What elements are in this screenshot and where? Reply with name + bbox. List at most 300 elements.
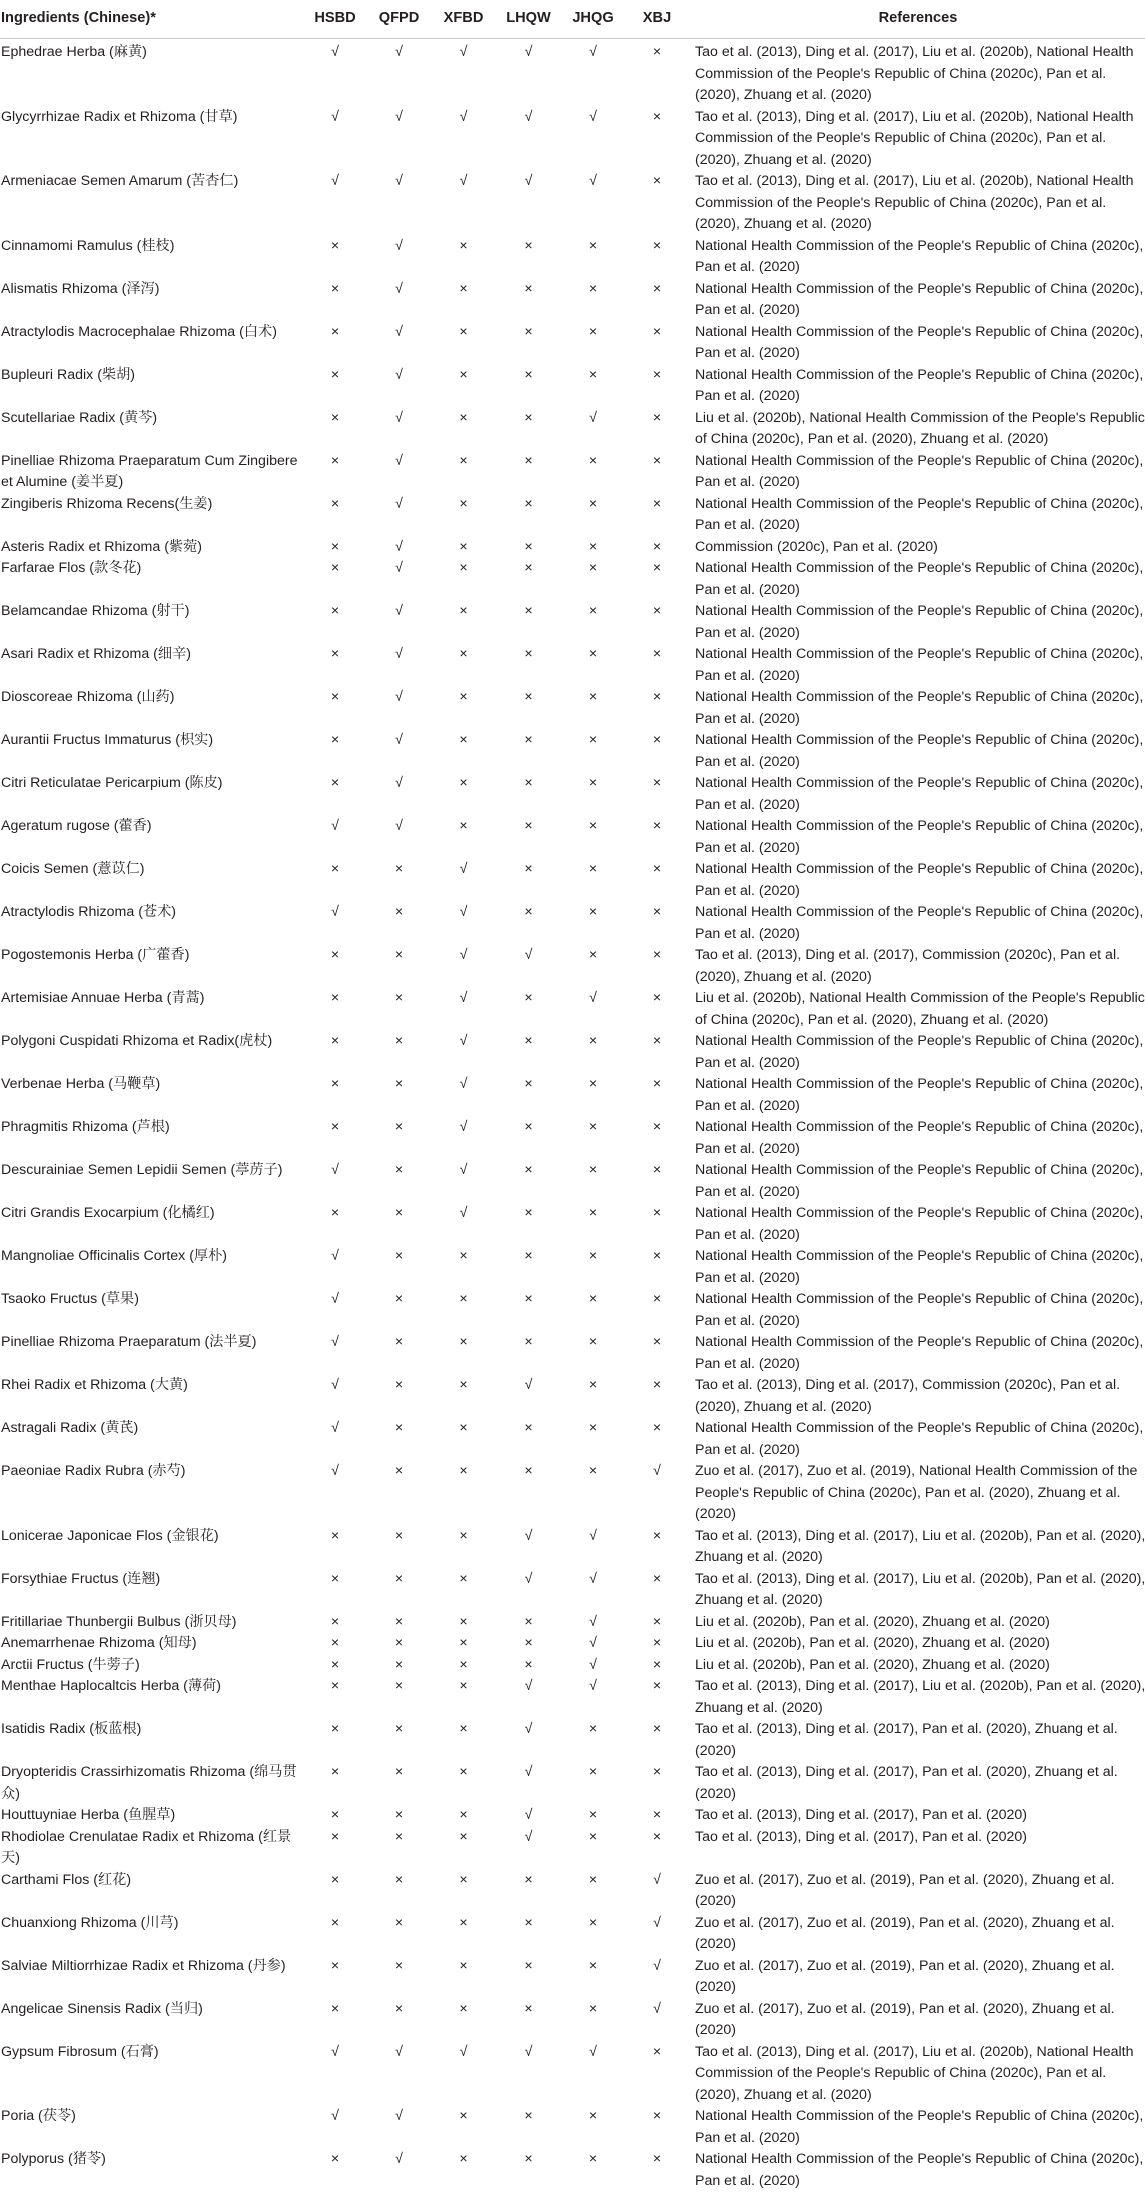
mark-cell-jhqg: √ [589, 1656, 597, 1673]
mark-cell-xfbd: √ [459, 904, 468, 920]
mark-cell-xbj: × [652, 818, 662, 834]
mark-cell-xfbd: × [459, 280, 468, 297]
reference-cell: Tao et al. (2013), Ding et al. (2017), Liu et al. (2020b), National Health Commission of the People's Republic of China (2020c), Pan et al. (2020), Zhuang et al. (2020) [695, 44, 1134, 103]
mark-cell-jhqg: × [588, 538, 598, 555]
reference-cell: National Health Commission of the People's Republic of China (2020c), Pan et al. (2020) [695, 323, 1144, 361]
mark-cell-lhqw: × [524, 861, 533, 877]
reference-cell: National Health Commission of the People's Republic of China (2020c), Pan et al. (2020) [695, 1334, 1144, 1372]
mark-cell-xfbd: × [459, 1291, 468, 1307]
mark-cell-hsbd: × [330, 1914, 340, 1931]
table-row [0, 1612, 1145, 1634]
ingredient-cell: Citri Grandis Exocarpium (化橘红) [1, 1205, 215, 1221]
mark-cell-xbj: × [652, 603, 662, 619]
table-row [0, 322, 1145, 365]
table-row [0, 601, 1145, 644]
mark-cell-hsbd: √ [331, 1377, 339, 1393]
mark-cell-jhqg: × [588, 603, 598, 619]
mark-cell-xfbd: √ [459, 990, 468, 1006]
mark-cell-qfpd: × [394, 1957, 404, 1974]
mark-cell-xfbd: × [459, 1248, 468, 1264]
mark-cell-hsbd: √ [331, 1334, 339, 1350]
reference-cell: Tao et al. (2013), Ding et al. (2017), Liu et al. (2020b), Pan et al. (2020), Zhuang et al. (2020) [695, 1678, 1145, 1716]
mark-cell-hsbd: × [330, 495, 340, 512]
ingredient-cell: Pinelliae Rhizoma Praeparatum Cum Zingibere et Alumine (姜半夏) [1, 452, 298, 490]
mark-cell-xfbd: × [459, 2108, 468, 2124]
mark-cell-lhqw: × [524, 603, 533, 619]
mark-cell-hsbd: × [330, 2151, 340, 2167]
ingredient-cell: Aurantii Fructus Immaturus (枳实) [1, 732, 214, 748]
mark-cell-xfbd: × [459, 1463, 468, 1479]
ingredient-cell: Angelicae Sinensis Radix (当归) [1, 2000, 203, 2017]
mark-cell-hsbd: × [330, 1957, 340, 1974]
reference-cell: National Health Commission of the People's Republic of China (2020c), Pan et al. (2020) [695, 732, 1144, 770]
ingredient-cell: Verbenae Herba (马鞭草) [1, 1076, 161, 1092]
mark-cell-qfpd: × [394, 861, 404, 877]
mark-cell-jhqg: √ [589, 990, 597, 1006]
mark-cell-qfpd: × [394, 1527, 404, 1544]
reference-cell: Zuo et al. (2017), Zuo et al. (2019), Pan et al. (2020), Zhuang et al. (2020) [695, 1957, 1115, 1995]
mark-cell-xfbd: × [459, 1828, 468, 1845]
ingredient-cell: Fritillariae Thunbergii Bulbus (浙贝母) [1, 1613, 237, 1630]
reference-cell: Commission (2020c), Pan et al. (2020) [695, 538, 938, 555]
mark-cell-xfbd: × [459, 237, 468, 254]
reference-cell: Zuo et al. (2017), Zuo et al. (2019), Pan et al. (2020), Zhuang et al. (2020) [695, 1914, 1115, 1952]
mark-cell-jhqg: × [588, 2151, 598, 2167]
mark-cell-xbj: × [652, 560, 662, 576]
mark-cell-lhqw: × [524, 990, 533, 1006]
reference-cell: National Health Commission of the People's Republic of China (2020c), Pan et al. (2020) [695, 237, 1144, 275]
mark-cell-hsbd: × [330, 646, 340, 662]
ingredient-cell: Forsythiae Fructus (连翘) [1, 1570, 161, 1587]
mark-cell-qfpd: × [394, 1205, 404, 1221]
table-row [0, 1805, 1145, 1827]
col-header-ingredients: Ingredients (Chinese)* [0, 0, 303, 39]
mark-cell-xfbd: × [459, 560, 468, 576]
reference-cell: National Health Commission of the People's Republic of China (2020c), Pan et al. (2020) [695, 2151, 1144, 2189]
mark-cell-lhqw: × [524, 452, 533, 469]
mark-cell-qfpd: × [394, 1377, 404, 1393]
ingredient-cell: Dryopteridis Crassirhizomatis Rhizoma (绵马贯众) [1, 1764, 297, 1802]
mark-cell-jhqg: × [588, 1721, 598, 1737]
mark-cell-xbj: × [652, 173, 662, 189]
mark-cell-xbj: × [652, 1635, 662, 1651]
mark-cell-xfbd: √ [459, 947, 468, 963]
ingredient-cell: Farfarae Flos (款冬花) [1, 560, 142, 576]
mark-cell-qfpd: √ [395, 323, 403, 340]
mark-cell-xbj: × [652, 1656, 662, 1673]
ingredient-cell: Armeniacae Semen Amarum (苦杏仁) [1, 173, 239, 189]
mark-cell-hsbd: × [330, 689, 340, 705]
mark-cell-hsbd: √ [331, 173, 339, 189]
mark-cell-hsbd: × [330, 409, 340, 426]
mark-cell-jhqg: √ [589, 1570, 597, 1587]
mark-cell-qfpd: √ [395, 603, 403, 619]
mark-cell-xfbd: √ [459, 1119, 468, 1135]
mark-cell-qfpd: × [394, 1291, 404, 1307]
mark-cell-lhqw: × [524, 646, 533, 662]
mark-cell-jhqg: × [588, 452, 598, 469]
mark-cell-xbj: × [652, 1205, 662, 1221]
table-row [0, 945, 1145, 988]
reference-cell: Tao et al. (2013), Ding et al. (2017), Liu et al. (2020b), Pan et al. (2020), Zhuang et al. (2020) [695, 1570, 1145, 1608]
mark-cell-qfpd: × [394, 1463, 404, 1479]
mark-cell-lhqw: × [524, 366, 533, 383]
mark-cell-qfpd: √ [395, 108, 403, 125]
mark-cell-lhqw: √ [524, 1678, 533, 1694]
mark-cell-xbj: × [652, 1334, 662, 1350]
mark-cell-hsbd: √ [331, 1291, 339, 1307]
mark-cell-xbj: × [652, 1807, 662, 1823]
mark-cell-jhqg: × [588, 1420, 598, 1436]
mark-cell-lhqw: × [524, 1871, 533, 1888]
mark-cell-hsbd: × [330, 280, 340, 297]
reference-cell: National Health Commission of the People's Republic of China (2020c), Pan et al. (2020) [695, 689, 1144, 727]
table-row [0, 1117, 1145, 1160]
mark-cell-xbj: × [652, 775, 662, 791]
table-row [0, 1956, 1145, 1999]
mark-cell-xbj: × [652, 1527, 662, 1544]
mark-cell-lhqw: × [524, 1162, 533, 1178]
mark-cell-xbj: × [652, 1248, 662, 1264]
mark-cell-qfpd: √ [395, 818, 403, 834]
mark-cell-jhqg: × [588, 904, 598, 920]
table-row [0, 365, 1145, 408]
reference-cell: National Health Commission of the People's Republic of China (2020c), Pan et al. (2020) [695, 280, 1144, 318]
mark-cell-jhqg: × [588, 1871, 598, 1888]
mark-cell-qfpd: × [394, 1764, 404, 1780]
ingredient-cell: Polyporus (猪苓) [1, 2151, 106, 2167]
table-row [0, 1074, 1145, 1117]
mark-cell-xbj: √ [653, 2000, 661, 2017]
mark-cell-jhqg: √ [589, 2043, 597, 2060]
mark-cell-xfbd: √ [459, 2043, 468, 2060]
mark-cell-xbj: × [652, 2108, 662, 2124]
ingredient-cell: Ephedrae Herba (麻黄) [1, 44, 147, 60]
mark-cell-qfpd: √ [395, 2043, 403, 2060]
mark-cell-jhqg: × [588, 560, 598, 576]
table-row [0, 687, 1145, 730]
ingredient-cell: Bupleuri Radix (柴胡) [1, 366, 136, 383]
mark-cell-hsbd: × [330, 775, 340, 791]
mark-cell-qfpd: × [394, 1420, 404, 1436]
reference-cell: Liu et al. (2020b), Pan et al. (2020), Zhuang et al. (2020) [695, 1656, 1050, 1673]
mark-cell-jhqg: × [588, 280, 598, 297]
ingredient-cell: Phragmitis Rhizoma (芦根) [1, 1119, 170, 1135]
mark-cell-lhqw: × [524, 409, 533, 426]
mark-cell-qfpd: × [394, 947, 404, 963]
mark-cell-hsbd: × [330, 452, 340, 469]
mark-cell-xfbd: √ [459, 44, 468, 60]
col-header-xfbd: XFBD [431, 0, 496, 39]
mark-cell-qfpd: × [394, 990, 404, 1006]
table-row [0, 2042, 1145, 2107]
mark-cell-lhqw: × [524, 1463, 533, 1479]
table-row [0, 1569, 1145, 1612]
mark-cell-jhqg: × [588, 818, 598, 834]
mark-cell-hsbd: √ [331, 2043, 339, 2060]
mark-cell-hsbd: × [330, 1656, 340, 1673]
mark-cell-xbj: × [652, 990, 662, 1006]
mark-cell-qfpd: √ [395, 2151, 403, 2167]
mark-cell-qfpd: √ [395, 280, 403, 297]
mark-cell-xfbd: × [459, 2000, 468, 2017]
mark-cell-xfbd: × [459, 1807, 468, 1823]
mark-cell-qfpd: √ [395, 560, 403, 576]
reference-cell: National Health Commission of the People's Republic of China (2020c), Pan et al. (2020) [695, 452, 1144, 490]
mark-cell-xfbd: × [459, 1334, 468, 1350]
table-row [0, 2149, 1145, 2192]
mark-cell-hsbd: × [330, 1678, 340, 1694]
mark-cell-xfbd: × [459, 732, 468, 748]
mark-cell-xfbd: × [459, 1656, 468, 1673]
reference-cell: National Health Commission of the People's Republic of China (2020c), Pan et al. (2020) [695, 861, 1144, 899]
table-row [0, 171, 1145, 236]
table-row [0, 1676, 1145, 1719]
mark-cell-lhqw: √ [524, 44, 533, 60]
table-row [0, 1332, 1145, 1375]
mark-cell-qfpd: √ [395, 366, 403, 383]
mark-cell-xfbd: × [459, 1635, 468, 1651]
ingredient-cell: Poria (茯苓) [1, 2108, 76, 2124]
mark-cell-jhqg: × [588, 1334, 598, 1350]
table-row [0, 730, 1145, 773]
mark-cell-lhqw: × [524, 775, 533, 791]
ingredient-cell: Mangnoliae Officinalis Cortex (厚朴) [1, 1248, 228, 1264]
table-row [0, 236, 1145, 279]
mark-cell-jhqg: √ [589, 44, 597, 60]
mark-cell-jhqg: × [588, 366, 598, 383]
mark-cell-lhqw: √ [524, 1721, 533, 1737]
mark-cell-lhqw: × [524, 1291, 533, 1307]
table-row [0, 1762, 1145, 1805]
mark-cell-xbj: × [652, 1076, 662, 1092]
mark-cell-jhqg: × [588, 1914, 598, 1931]
mark-cell-qfpd: × [394, 1807, 404, 1823]
mark-cell-xbj: √ [653, 1914, 661, 1931]
mark-cell-lhqw: × [524, 1248, 533, 1264]
ingredient-cell: Menthae Haplocaltcis Herba (薄荷) [1, 1678, 221, 1694]
mark-cell-hsbd: × [330, 1076, 340, 1092]
reference-cell: National Health Commission of the People's Republic of China (2020c), Pan et al. (2020) [695, 2108, 1144, 2146]
mark-cell-xbj: × [652, 1721, 662, 1737]
mark-cell-jhqg: × [588, 237, 598, 254]
mark-cell-hsbd: × [330, 2000, 340, 2017]
mark-cell-qfpd: × [394, 1914, 404, 1931]
mark-cell-jhqg: × [588, 1828, 598, 1845]
mark-cell-xfbd: × [459, 538, 468, 555]
table-row [0, 1031, 1145, 1074]
mark-cell-lhqw: × [524, 1420, 533, 1436]
col-header-jhqg: JHQG [561, 0, 625, 39]
table-row [0, 451, 1145, 494]
mark-cell-xfbd: × [459, 1871, 468, 1888]
mark-cell-xbj: × [652, 44, 662, 60]
mark-cell-jhqg: × [588, 2108, 598, 2124]
col-header-qfpd: QFPD [367, 0, 431, 39]
mark-cell-xfbd: × [459, 603, 468, 619]
mark-cell-qfpd: √ [395, 775, 403, 791]
mark-cell-hsbd: × [330, 560, 340, 576]
mark-cell-xbj: × [652, 1377, 662, 1393]
mark-cell-qfpd: × [394, 1248, 404, 1264]
mark-cell-qfpd: √ [395, 409, 403, 426]
mark-cell-xfbd: √ [459, 1033, 468, 1049]
mark-cell-xbj: × [652, 732, 662, 748]
mark-cell-jhqg: × [588, 323, 598, 340]
mark-cell-jhqg: × [588, 1377, 598, 1393]
mark-cell-jhqg: × [588, 1162, 598, 1178]
mark-cell-jhqg: √ [589, 173, 597, 189]
mark-cell-xfbd: × [459, 1570, 468, 1587]
mark-cell-hsbd: × [330, 1613, 340, 1630]
table-row [0, 1655, 1145, 1677]
mark-cell-lhqw: × [524, 2000, 533, 2017]
table-row [0, 816, 1145, 859]
mark-cell-xfbd: √ [459, 1162, 468, 1178]
mark-cell-xbj: × [652, 1291, 662, 1307]
ingredient-cell: Lonicerae Japonicae Flos (金银花) [1, 1527, 219, 1544]
mark-cell-xbj: √ [653, 1463, 661, 1479]
mark-cell-hsbd: √ [331, 108, 339, 125]
reference-cell: Liu et al. (2020b), Pan et al. (2020), Zhuang et al. (2020) [695, 1613, 1050, 1630]
mark-cell-xfbd: × [459, 1613, 468, 1630]
mark-cell-xbj: × [652, 646, 662, 662]
table-row [0, 494, 1145, 537]
mark-cell-qfpd: √ [395, 646, 403, 662]
ingredient-cell: Tsaoko Fructus (草果) [1, 1291, 139, 1307]
mark-cell-qfpd: × [394, 1119, 404, 1135]
mark-cell-hsbd: × [330, 1635, 340, 1651]
mark-cell-jhqg: √ [589, 1613, 597, 1630]
mark-cell-jhqg: × [588, 775, 598, 791]
mark-cell-hsbd: √ [331, 1420, 339, 1436]
mark-cell-hsbd: × [330, 861, 340, 877]
mark-cell-xfbd: √ [459, 173, 468, 189]
mark-cell-lhqw: √ [524, 1377, 533, 1393]
reference-cell: Zuo et al. (2017), Zuo et al. (2019), Pan et al. (2020), Zhuang et al. (2020) [695, 1871, 1115, 1909]
table-row [0, 1375, 1145, 1418]
reference-cell: Zuo et al. (2017), Zuo et al. (2019), Pan et al. (2020), Zhuang et al. (2020) [695, 2000, 1115, 2038]
mark-cell-xbj: × [652, 1828, 662, 1845]
mark-cell-jhqg: × [588, 1463, 598, 1479]
reference-cell: National Health Commission of the People's Republic of China (2020c), Pan et al. (2020) [695, 1420, 1144, 1458]
reference-cell: National Health Commission of the People's Republic of China (2020c), Pan et al. (2020) [695, 603, 1144, 641]
mark-cell-xfbd: × [459, 689, 468, 705]
mark-cell-qfpd: √ [395, 44, 403, 60]
mark-cell-jhqg: √ [589, 1635, 597, 1651]
mark-cell-qfpd: × [394, 1076, 404, 1092]
ingredient-cell: Coicis Semen (薏苡仁) [1, 861, 145, 877]
mark-cell-lhqw: × [524, 904, 533, 920]
mark-cell-qfpd: × [394, 1721, 404, 1737]
col-header-references: References [689, 0, 1145, 39]
reference-cell: Liu et al. (2020b), National Health Commission of the People's Republic of China (2020c), Pan et al. (2020), Zhuang et al. (2020) [695, 990, 1145, 1028]
mark-cell-xfbd: × [459, 2151, 468, 2167]
ingredient-cell: Isatidis Radix (板蓝根) [1, 1721, 142, 1737]
mark-cell-lhqw: √ [524, 1527, 533, 1544]
mark-cell-lhqw: × [524, 323, 533, 340]
table-row [0, 279, 1145, 322]
mark-cell-xbj: × [652, 2151, 662, 2167]
mark-cell-xfbd: √ [459, 1076, 468, 1092]
reference-cell: Tao et al. (2013), Ding et al. (2017), Commission (2020c), Pan et al. (2020), Zhuang et al. (2020) [695, 947, 1121, 985]
mark-cell-jhqg: × [588, 1291, 598, 1307]
col-header-lhqw: LHQW [496, 0, 561, 39]
mark-cell-qfpd: × [394, 2000, 404, 2017]
table-row [0, 988, 1145, 1031]
mark-cell-xbj: × [652, 323, 662, 340]
mark-cell-qfpd: × [394, 1871, 404, 1888]
table-row [0, 1203, 1145, 1246]
reference-cell: Tao et al. (2013), Ding et al. (2017), Pan et al. (2020) [695, 1807, 1028, 1823]
mark-cell-xbj: × [652, 495, 662, 512]
mark-cell-xbj: × [652, 1420, 662, 1436]
ingredient-cell: Arctii Fructus (牛蒡子) [1, 1656, 140, 1673]
reference-cell: National Health Commission of the People's Republic of China (2020c), Pan et al. (2020) [695, 1033, 1144, 1071]
mark-cell-xbj: × [652, 689, 662, 705]
ingredient-cell: Descurainiae Semen Lepidii Semen (葶苈子) [1, 1162, 283, 1178]
mark-cell-qfpd: × [394, 1033, 404, 1049]
table-row [0, 537, 1145, 559]
mark-cell-qfpd: × [394, 1162, 404, 1178]
mark-cell-xfbd: × [459, 775, 468, 791]
mark-cell-xbj: × [652, 1678, 662, 1694]
mark-cell-xfbd: × [459, 1764, 468, 1780]
mark-cell-xbj: × [652, 108, 662, 125]
mark-cell-xfbd: × [459, 1957, 468, 1974]
table-row [0, 1289, 1145, 1332]
reference-cell: Tao et al. (2013), Ding et al. (2017), Liu et al. (2020b), National Health Commission of the People's Republic of China (2020c), Pan et al. (2020), Zhuang et al. (2020) [695, 2043, 1134, 2103]
reference-cell: Tao et al. (2013), Ding et al. (2017), Commission (2020c), Pan et al. (2020), Zhuang et al. (2020) [695, 1377, 1121, 1415]
reference-cell: National Health Commission of the People's Republic of China (2020c), Pan et al. (2020) [695, 1291, 1144, 1329]
mark-cell-lhqw: × [524, 1119, 533, 1135]
ingredient-cell: Gypsum Fibrosum (石膏) [1, 2043, 159, 2060]
ingredient-cell: Rhodiolae Crenulatae Radix et Rhizoma (红景天) [1, 1828, 292, 1866]
mark-cell-xbj: × [652, 366, 662, 383]
mark-cell-hsbd: × [330, 1527, 340, 1544]
mark-cell-lhqw: × [524, 732, 533, 748]
mark-cell-qfpd: √ [395, 452, 403, 469]
reference-cell: National Health Commission of the People's Republic of China (2020c), Pan et al. (2020) [695, 495, 1144, 533]
mark-cell-lhqw: × [524, 280, 533, 297]
header-row [0, 0, 1145, 39]
mark-cell-xfbd: × [459, 1914, 468, 1931]
mark-cell-xbj: × [652, 280, 662, 297]
mark-cell-jhqg: √ [589, 1527, 597, 1544]
mark-cell-hsbd: × [330, 1828, 340, 1845]
mark-cell-xbj: × [652, 237, 662, 254]
ingredient-cell: Ageratum rugose (藿香) [1, 818, 152, 834]
reference-cell: National Health Commission of the People's Republic of China (2020c), Pan et al. (2020) [695, 1076, 1144, 1114]
mark-cell-hsbd: √ [331, 818, 339, 834]
mark-cell-xbj: × [652, 538, 662, 555]
table-row [0, 1999, 1145, 2042]
mark-cell-hsbd: √ [331, 44, 339, 60]
mark-cell-jhqg: × [588, 1248, 598, 1264]
mark-cell-jhqg: √ [589, 108, 597, 125]
mark-cell-jhqg: × [588, 1764, 598, 1780]
mark-cell-hsbd: × [330, 1205, 340, 1221]
reference-cell: National Health Commission of the People's Republic of China (2020c), Pan et al. (2020) [695, 1119, 1144, 1157]
mark-cell-hsbd: × [330, 1807, 340, 1823]
reference-cell: Liu et al. (2020b), National Health Commission of the People's Republic of China (2020c), Pan et al. (2020), Zhuang et al. (2020) [695, 409, 1145, 447]
ingredient-cell: Paeoniae Radix Rubra (赤芍) [1, 1463, 186, 1479]
mark-cell-xfbd: √ [459, 1205, 468, 1221]
ingredient-cell: Citri Reticulatae Pericarpium (陈皮) [1, 775, 223, 791]
reference-cell: National Health Commission of the People's Republic of China (2020c), Pan et al. (2020) [695, 818, 1144, 856]
mark-cell-xbj: √ [653, 1871, 661, 1888]
col-header-xbj: XBJ [625, 0, 689, 39]
